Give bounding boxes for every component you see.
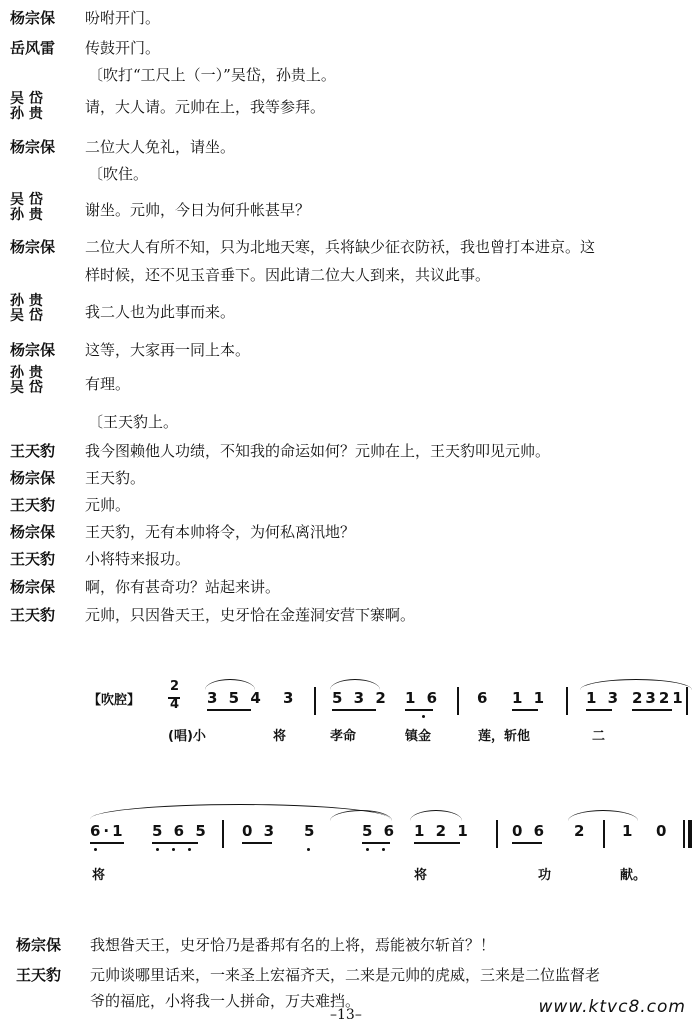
dialogue-text: 王天豹，无有本帅将令，为何私离汛地？ (85, 523, 356, 541)
speaker-pair (10, 294, 74, 324)
speaker-pair (10, 366, 74, 396)
watermark: www.ktvc8.com (538, 997, 686, 1017)
meter-top: 2 (170, 679, 183, 694)
speaker-name: 孙 贵 (10, 207, 43, 223)
slur (410, 810, 462, 821)
beam (405, 709, 433, 711)
dialogue-line (0, 495, 700, 525)
barline (683, 820, 685, 848)
barline (603, 820, 605, 848)
beam (332, 709, 376, 711)
beam (586, 709, 612, 711)
lyric: 功 (538, 868, 552, 883)
dialogue-line (0, 38, 700, 68)
music-notation-line-2 (0, 800, 700, 890)
dialogue-line (0, 137, 700, 167)
lyric: 莲，斩他 (478, 729, 531, 744)
note-group: 3 5 4 (207, 689, 264, 707)
speaker-name: 吴 岱 (10, 91, 43, 107)
speaker-name: 王天豹 (10, 442, 56, 460)
dialogue-line (0, 577, 700, 607)
barline (566, 687, 568, 715)
beam (512, 709, 538, 711)
meter-bottom: 4 (170, 697, 183, 712)
dialogue-line (0, 468, 700, 498)
lyric: 将 (273, 729, 287, 744)
stage-direction (0, 164, 700, 194)
note-group: 1 1 (512, 689, 548, 707)
low-dot (422, 715, 425, 718)
speaker-name: 吴 岱 (10, 192, 43, 208)
speaker-name: 孙 贵 (10, 365, 43, 381)
beam (512, 842, 542, 844)
low-dot (172, 848, 175, 851)
dialogue-text: 元帅谈哪里话来，一来圣上宏福齐天，二来是元帅的虎威，三来是二位监督老 (90, 966, 601, 984)
stage-text: 〔王天豹上。 (88, 413, 179, 431)
dialogue-text: 元帅。 (85, 496, 131, 514)
note-group: 0 6 (512, 822, 548, 840)
final-barline (688, 820, 692, 848)
barline (686, 687, 688, 715)
note-group: 5 6 5 (152, 822, 209, 840)
dialogue-line (0, 366, 700, 402)
dialogue-line (0, 237, 700, 291)
note-group: 5 (304, 822, 318, 840)
speaker-name: 王天豹 (10, 550, 56, 568)
stage-text: 〔吹住。 (88, 165, 149, 183)
dialogue-text: 二位大人免礼，请坐。 (85, 138, 236, 156)
speaker-pair (10, 193, 74, 223)
speaker-name: 杨宗保 (16, 936, 62, 954)
note-group: 0 3 (242, 822, 278, 840)
speaker-name: 杨宗保 (10, 238, 56, 256)
note-group: 0 (656, 822, 670, 840)
low-dot (94, 848, 97, 851)
dialogue-text: 传鼓开门。 (85, 39, 161, 57)
stage-direction (0, 65, 700, 95)
speaker-name: 岳风雷 (10, 39, 56, 57)
speaker-pair (10, 92, 74, 122)
dialogue-text: 我今图赖他人功绩，不知我的命运如何？元帅在上，王天豹叩见元帅。 (85, 442, 551, 460)
beam (242, 842, 272, 844)
low-dot (382, 848, 385, 851)
speaker-name: 吴 岱 (10, 308, 43, 324)
speaker-name: 吴 岱 (10, 380, 43, 396)
speaker-name: 杨宗保 (10, 523, 56, 541)
note-group: 1 (622, 822, 636, 840)
low-dot (188, 848, 191, 851)
dialogue-line (0, 549, 700, 579)
dialogue-text: 二位大人有所不知，只为北地天寒，兵将缺少征衣防袄，我也曾打本进京。这 (85, 238, 596, 256)
speaker-name: 孙 贵 (10, 106, 43, 122)
note-group: 1 3 (586, 689, 622, 707)
tune-label: 【吹腔】 (88, 693, 141, 708)
dialogue-line (0, 92, 700, 128)
lyric: 献。 (620, 868, 647, 883)
note-group: 2 (574, 822, 588, 840)
note-group: 1 6 (405, 689, 441, 707)
beam (152, 842, 198, 844)
barline (314, 687, 316, 715)
low-dot (307, 848, 310, 851)
dialogue-text-cont: 样时候，还不见玉音垂下。因此请二位大人到来，共议此事。 (85, 266, 491, 284)
dialogue-text: 王天豹。 (85, 469, 146, 487)
music-notation-line-1 (0, 675, 700, 765)
beam (90, 842, 124, 844)
dialogue-text: 我想昝天王，史牙恰乃是番邦有名的上将，焉能被尔斩首？！ (90, 936, 496, 954)
dialogue-text: 有理。 (85, 375, 131, 393)
dialogue-text: 我二人也为此事而来。 (85, 303, 236, 321)
beam (362, 842, 390, 844)
dialogue-text: 请，大人请。元帅在上，我等参拜。 (85, 98, 326, 116)
lyric: 镇金 (405, 729, 432, 744)
speaker-name: 王天豹 (10, 496, 56, 514)
low-dot (156, 848, 159, 851)
dialogue-line (0, 8, 700, 38)
dialogue-text-cont: 爷的福庇，小将我一人拼命，万夫难挡。 (90, 992, 361, 1010)
beam (207, 709, 251, 711)
lyric: 二 (592, 729, 606, 744)
barline (496, 820, 498, 848)
page-number: –13– (330, 1007, 362, 1023)
note-group: 1 2 1 (414, 822, 471, 840)
dialogue-line (0, 605, 700, 635)
dialogue-line (0, 193, 700, 229)
lyric: 将 (414, 868, 428, 883)
barline (457, 687, 459, 715)
low-dot (366, 848, 369, 851)
dialogue-text: 这等，大家再一同上本。 (85, 341, 251, 359)
dialogue-text: 元帅，只因昝天王，史牙恰在金莲洞安营下寨啊。 (85, 606, 416, 624)
speaker-name: 杨宗保 (10, 9, 56, 27)
stage-direction (0, 412, 700, 442)
dialogue-line (0, 441, 700, 471)
speaker-name: 孙 贵 (10, 293, 43, 309)
lyric: (唱)小 (168, 729, 206, 744)
speaker-name: 杨宗保 (10, 138, 56, 156)
dialogue-text: 小将特来报功。 (85, 550, 191, 568)
note-group: 2321 (632, 689, 686, 707)
note-group: 6 (477, 689, 491, 707)
speaker-name: 王天豹 (16, 966, 62, 984)
dialogue-text: 吩咐开门。 (85, 9, 161, 27)
speaker-name: 王天豹 (10, 606, 56, 624)
speaker-name: 杨宗保 (10, 578, 56, 596)
beam (632, 709, 672, 711)
dialogue-line (0, 935, 700, 965)
note-group: 5 3 2 (332, 689, 389, 707)
dialogue-text: 啊，你有甚奇功？站起来讲。 (85, 578, 281, 596)
stage-text: 〔吹打“工尺上（一）”吴岱，孙贵上。 (88, 66, 336, 84)
note-group: 6·1 (90, 822, 126, 840)
barline (222, 820, 224, 848)
dialogue-text: 谢坐。元帅，今日为何升帐甚早？ (85, 201, 311, 219)
dialogue-line (0, 294, 700, 330)
note-group: 5 6 (362, 822, 398, 840)
note-group: 3 (283, 689, 297, 707)
dialogue-line (0, 522, 700, 552)
speaker-name: 杨宗保 (10, 469, 56, 487)
lyric: 将 (92, 868, 106, 883)
lyric: 孝命 (330, 729, 357, 744)
speaker-name: 杨宗保 (10, 341, 56, 359)
beam (414, 842, 460, 844)
